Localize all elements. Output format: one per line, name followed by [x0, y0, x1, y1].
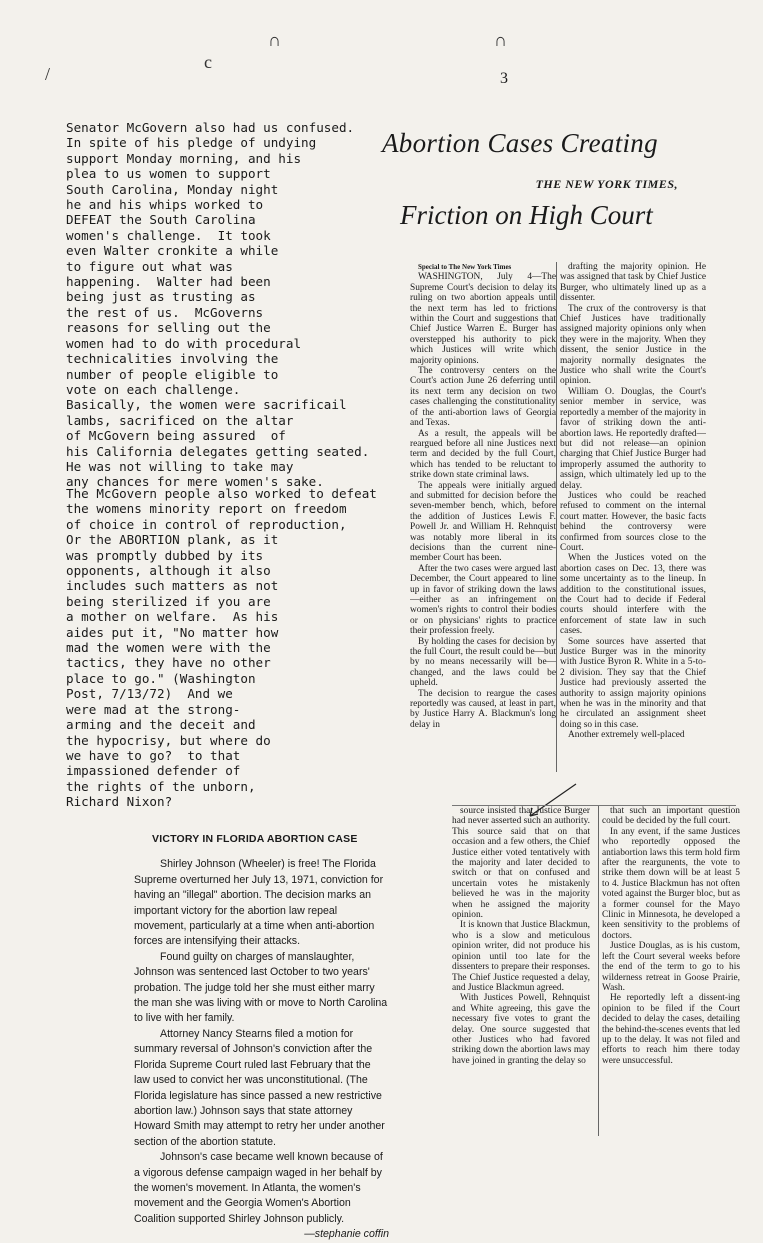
memo-line: the rights of the unborn, — [66, 778, 256, 794]
dateline: Special to The New York Times — [418, 263, 512, 271]
memo-line: Basically, the women were sacrificail — [66, 397, 347, 413]
memo-line: the hypocrisy, but where do — [66, 732, 271, 748]
memo-line: even Walter cronkite a while — [66, 243, 279, 259]
article-paragraph: As a result, the appeals will be reargued before all nine Justices next term and decided by the full Court, which has tended to be reluctant to strike down state criminal laws. — [410, 428, 556, 481]
clipping-source: THE NEW YORK TIMES, — [535, 177, 678, 191]
article-paragraph: The decision to reargue the cases reportedly was caused, at least in part, by Justice Harry A. Blackmun's long delay in — [410, 688, 556, 730]
article-paragraph: Justices who could be reached refused to comment on the internal court matter. However, the basic facts behind the controversy were confirmed from sources close to the Court. — [560, 490, 706, 553]
memo-line: a mother on welfare. As his — [66, 609, 279, 625]
memo-line: reasons for selling out the — [66, 320, 271, 336]
memo-line: technicalities involving the — [66, 351, 279, 367]
nyt-article-continuation — [452, 805, 740, 1161]
memo-line: lambs, sacrificed on the altar — [66, 412, 294, 428]
article-paragraph: Another extremely well-placed — [568, 730, 685, 741]
victory-heading: VICTORY IN FLORIDA ABORTION CASE — [152, 833, 358, 845]
memo-line: he and his whips worked to — [66, 197, 264, 213]
memo-line: The McGovern people also worked to defeat — [66, 486, 377, 501]
memo-line: Or the ABORTION plank, as it — [66, 532, 279, 548]
article-paragraph: William O. Douglas, the Court's senior member in service, was reportedly a member of the majority in favor of striking down the anti-abortion laws. He reportedly drafted—but did not release—an opinion charging that Chief Justice Burger had improperly assumed the authority to assign, which ultimately led up to the delay. — [560, 386, 706, 491]
article-column-4 — [598, 806, 740, 1136]
article-paragraph: When the Justices voted on the abortion cases on Dec. 13, there was some uncertainty as to the lineup. In addition to the constitutional issues, the Court had to decide if Federal courts should interfere with the enforcement of state law in such cases. — [560, 553, 706, 637]
memo-line: of McGovern being assured of — [66, 428, 286, 444]
article-paragraph: The appeals were initially argued and submitted for decision before the seven-member bench, which, before the addition of Justices Lewis F. Powell Jr. and William H. Rehnquist was notably more liberal in its decisions than the current nine-member Court has been. — [410, 480, 556, 564]
memo-line: Senator McGovern also had us confused. — [66, 120, 355, 135]
memo-line: Post, 7/13/72) And we — [66, 686, 233, 702]
victory-article — [134, 832, 389, 1243]
punch-hole-mark: ∩ — [494, 30, 507, 50]
byline: —stephanie coffin — [304, 1228, 389, 1241]
memo-paragraph-1 — [66, 120, 370, 490]
clipping-headline-line-2: Friction on High Court — [400, 200, 653, 230]
memo-line: we have to go? to that — [66, 747, 241, 763]
memo-line: In spite of his pledge of undying — [66, 135, 317, 151]
article-paragraph: source insisted that Justice Burger had never asserted such an authority. This source said that on that occasion and a few others, the Chief Justice either voted tentatively with the majority and later decided to switch or that on confused and uncertain votes he mistakenly believed he was in the majority when he assigned the majority opinion. — [452, 806, 590, 921]
memo-line: tactics, they have no other — [66, 655, 271, 671]
memo-line: number of people eligible to — [66, 366, 279, 382]
memo-paragraph-2 — [66, 486, 377, 810]
memo-line: the rest of us. McGoverns — [66, 304, 264, 320]
punch-hole-mark: ∩ — [268, 30, 281, 50]
memo-line: He was not willing to take may — [66, 458, 294, 474]
memo-line: any chances for mere women's sake. — [66, 474, 324, 490]
article-paragraph: By holding the cases for decision by the full Court, the result could be—but by no means necessarily will be—changed, and the laws could be upheld. — [410, 636, 556, 689]
article-column-2 — [556, 262, 706, 772]
memo-line: includes such matters as not — [66, 578, 279, 594]
article-paragraph: Some sources have asserted that Justice Burger was in the minority with Justice Byron R. White in a 5-to-2 division. They say that the Chief Justice had previously asserted the authority to assign majority opinions when he was in the minority and that he circulated an assignment sheet doing so in this case. — [560, 636, 706, 730]
article-column-1 — [410, 262, 556, 772]
memo-line: were mad at the strong- — [66, 701, 241, 717]
victory-paragraph: Found guilty on charges of manslaughter, Johnson was sentenced last October to two years' probation. The judge told her she must either marry the man she was living with or move to North Carolina to live with her family. — [134, 950, 388, 1025]
page-number: 3 — [500, 70, 508, 87]
article-paragraph: that such an important question could be decided by the full court. — [602, 806, 740, 827]
victory-paragraph: Shirley Johnson (Wheeler) is free! The Florida Supreme overturned her July 13, 1971, conviction for having an "illegal" abortion. The decision marks an important victory for the abortion law repeal movement, particularly at a time when anti-abortion forces are intensifying their attacks. — [134, 858, 384, 948]
memo-line: aides put it, "No matter how — [66, 624, 279, 640]
nyt-clipping-header — [382, 128, 702, 231]
margin-mark: / — [45, 64, 51, 84]
memo-line: arming and the deceit and — [66, 717, 256, 733]
victory-paragraph: Johnson's case became well known because of a vigorous defense campaign waged in her behalf by the women's movement. In Atlanta, the women's movement and the Georgia Women's Abortion Coalition supported Shirley Johnson publicly. — [134, 1151, 383, 1225]
memo-line: women had to do with procedural — [66, 335, 302, 351]
memo-line: South Carolina, Monday night — [66, 181, 279, 197]
memo-line: opponents, although it also — [66, 563, 271, 579]
article-paragraph: The controversy centers on the Court's action June 26 deferring until its next term any decision on two cases challenging the constitutionality of the anti-abortion laws of Georgia and Texas. — [410, 366, 556, 429]
article-paragraph: With Justices Powell, Rehnquist and White agreeing, this gave the necessary five votes to grant the delay. One source suggested that other Justices who had favored striking down the abortion laws may have joined in granting the delay so — [452, 993, 590, 1066]
article-paragraph: After the two cases were argued last December, the Court appeared to line up in favor of striking down the laws—either as an infringement on women's rights to control their bodies or on physicians' rights to practice their profession freely. — [410, 563, 556, 637]
memo-line: the womens minority report on freedom — [66, 501, 347, 517]
article-paragraph: The crux of the controversy is that Chief Justices have traditionally assigned majority opinions only when they were in the majority. When they dissent, the senior Justice in the majority normally designates the Justice who shall write the Court's opinion. — [560, 303, 706, 387]
memo-line: mad the women were with the — [66, 640, 271, 656]
punch-hole-mark: c — [204, 52, 212, 72]
memo-line: happening. Walter had been — [66, 274, 271, 290]
memo-line: women's challenge. It took — [66, 227, 271, 243]
memo-line: impassioned defender of — [66, 763, 241, 779]
article-paragraph: He reportedly left a dissent-ing opinion to be filed if the Court decided to delay the cases, detailing the behind-the-scenes events that led up to the delay. It was not filed and efforts to reach him there today were unsuccessful. — [602, 993, 740, 1066]
article-paragraph: drafting the majority opinion. He was assigned that task by Chief Justice Burger, who ultimately lined up as a dissenter. — [560, 262, 706, 304]
nyt-article-body — [396, 262, 706, 772]
article-paragraph: It is known that Justice Blackmun, who is a slow and meticulous opinion writer, did not produce his opinion until too late for the dissenters to prepare their responses. The Chief Justice requested a delay, and Justice Blackmun agreed. — [452, 920, 590, 993]
memo-line: his California delegates getting seated. — [66, 443, 370, 459]
article-paragraph: WASHINGTON, July 4—The Supreme Court's decision to delay its ruling on two abortion appeals until the next term has led to frictions within the Court and suggestions that Chief Justice Warren E. Burger has overstepped his authority to pick which Justices will write which majority opinions. — [410, 272, 556, 366]
memo-line: to figure out what was — [66, 258, 233, 274]
memo-line: DEFEAT the South Carolina — [66, 212, 256, 228]
article-column-3 — [452, 806, 590, 1136]
memo-line: support Monday morning, and his — [66, 150, 302, 166]
memo-line: of choice in control of reproduction, — [66, 516, 347, 532]
memo-line: was promptly dubbed by its — [66, 547, 264, 563]
memo-line: Richard Nixon? — [66, 794, 173, 810]
memo-line: vote on each challenge. — [66, 381, 241, 397]
victory-paragraph: Attorney Nancy Stearns filed a motion for summary reversal of Johnson's conviction after the Florida Supreme Court ruled last February that the law used to convict her was unconstitutional. (The Florida legislature has since passed a new restrictive abortion law.) Johnson says that state attorney Howard Smith may attempt to retry her under another section of the abortion statute. — [134, 1027, 385, 1148]
clipping-headline-line-1: Abortion Cases Creating — [382, 128, 658, 158]
article-paragraph: Justice Douglas, as is his custom, left the Court several weeks before the end of the term to go to his wilderness retreat in Goose Prairie, Wash. — [602, 941, 740, 993]
memo-line: being just as trusting as — [66, 289, 256, 305]
memo-line: plea to us women to support — [66, 166, 271, 182]
article-paragraph: In any event, if the same Justices who reportedly opposed the antiabortion laws this term hold firm after the reargunents, the vote to strike them down will be at least 5 to 4. Justice Blackmun has not often voted against the Burger bloc, but as a former counsel for the Mayo Clinic in Minnesota, he developed a keen sensitivity to the problems of doctors. — [602, 826, 740, 941]
memo-line: being sterilized if you are — [66, 593, 271, 609]
memo-line: place to go." (Washington — [66, 670, 256, 686]
